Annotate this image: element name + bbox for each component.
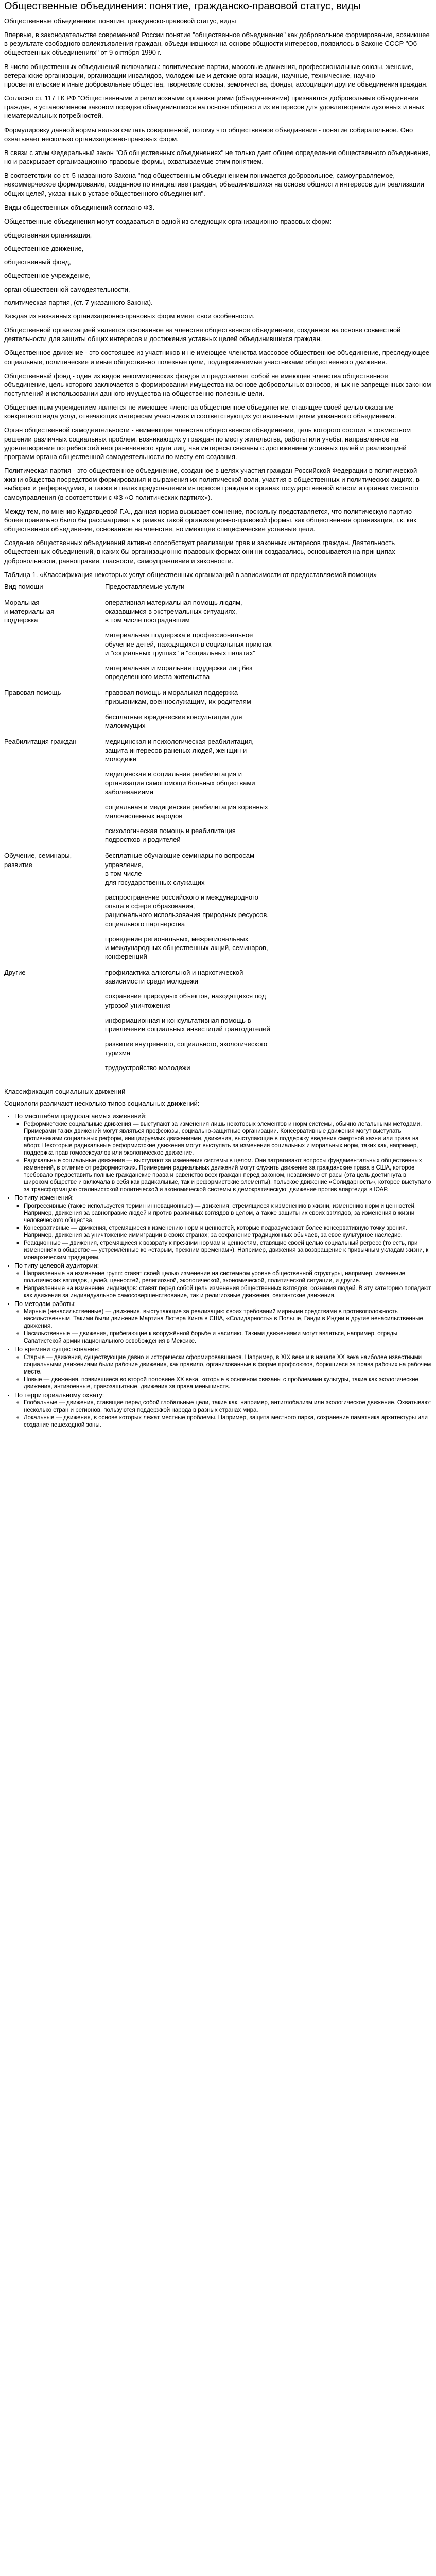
classification-sublist [14,1270,432,1299]
table-cell-services [105,851,272,968]
form-item: общественное учреждение, [4,272,91,280]
table-row [4,851,272,968]
classification-list [4,1113,432,1429]
intro-paragraph: В число общественных объединений включались: политические партии, массовые движения, профессиональные союзы, женские, ветеранские организации, организации инвалидов, молодежные и детские организации, научные, технические, научно-просветительские и иные добровольные общества, творческие союзы, землячества, фонды, ассоциации другие объединения граждан. [4,62,428,88]
classification-sublist [14,1308,432,1345]
service-item: распространение российского и международного опыта в сфере образования, рационального использования природных ресурсов, социального партнерства [105,893,269,928]
form-item: общественное движение, [4,245,84,253]
classification-item: ◦ Старые — движения, существующие давно и исторически сформировавшиеся. Например, в XIX веке и в начале XX века наиболее известными социальными движениями были рабочие движения, как правило, организованные в форме профсоюзов, борющиеся за права рабочих на рабочем месте. [24,1354,432,1376]
table-cell-kind: Моральная и материальная поддержка [4,598,55,624]
classification-item: ◦ Новые — движения, появившиеся во второй половине XX века, которые в основном связаны с проблемами культуры, такие как экологические движения, антивоенные, правозащитные, движения за права меньшинств. [24,1376,432,1391]
body-paragraph: Политическая партия - это общественное объединение, созданное в целях участия граждан Российской Федерации в политической жизни общества посредством формирования и выражения их политической воли, участия в общественных и политических акциях, в выборах и референдумах, а также в целях представления интересов граждан в органах государственной власти и органах местного самоуправления (в соответствии с ФЗ «О политических партиях»). [4,467,420,501]
service-item: материальная поддержка и профессиональное обучение детей, находящихся в социальных приютах и "социальных группах" и "социальных палатах" [105,631,272,657]
service-item: оперативная материальная помощь людям, оказавшимся в экстремальных ситуациях, в том числе пострадавшим [105,598,242,624]
classification-group [14,1113,432,1193]
service-item: социальная и медицинская реабилитация коренных малочисленных народов [105,803,268,820]
service-item: сохранение природных объектов, находящихся под угрозой уничтожения [105,992,266,1009]
table-cell-kind: Обучение, семинары, развитие [4,852,72,869]
classification-group [14,1392,432,1429]
classification-item: ◦ Направленные на изменение индивидов: ставят перед собой цель изменения общественных взглядов, сознания людей. В эту категорию попадают как движения за индивидуальное самосовершенствование, так и религиозные движения, сектантские движения. [24,1285,432,1299]
classification-group-label: По типу изменений: [14,1194,74,1202]
table-header-services [105,582,272,598]
body-paragraph: Общественный фонд - один из видов некоммерческих фондов и представляет собой не имеющее членства общественное объединение, цель которого заключается в формировании имущества на основе добровольных взносов, иных не запрещенных законом поступлений и использовании данного имущества на общественно-полезные цели. [4,371,431,397]
classification-item: ◦ Направленные на изменение групп: ставят своей целью изменение на системном уровне общественной структуры, например, изменение политических взглядов, целей, ценностей, религиозной, экологической, экономической, политической ситуации, и другие. [24,1270,432,1284]
service-item: медицинская и психологическая реабилитация, защита интересов раненых людей, женщин и молодежи [105,737,254,764]
classification-sublist [14,1399,432,1429]
table-cell-services [105,598,272,688]
classification-group [14,1194,432,1261]
table-cell-services [105,737,272,852]
classification-sublist [14,1121,432,1193]
service-item: информационная и консультативная помощь в привлечении социальных инвестиций грантодателей [105,1016,270,1033]
intro-section [4,16,432,226]
table-cell-kind: Реабилитация граждан [4,737,77,745]
classification-item: ◦ Локальные — движения, в основе которых лежат местные проблемы. Например, защита местного парка, сохранение памятника архитектуры или создание пешеходной зоны. [24,1414,432,1429]
classification-group-label: По типу целевой аудитории: [14,1262,99,1269]
classification-item: ◦ Реакционные — движения, стремящиеся к возврату к прежним нормам и ценностям, ставящие своей целью социальный регресс (то есть, при изменениях в обществе — устремлённые ко «старым, прежним временам»). Например, движения за возвращение к привычным укладам жизни, к монархическим традициям. [24,1240,432,1261]
forms-list [4,231,432,307]
body-paragraph: Общественным учреждением является не имеющее членства общественное объединение, ставящее своей целью оказание конкретного вида услуг, отвечающих интересам участников и соответствующих уставленным целям указанного объединения. [4,403,396,420]
service-item: профилактика алкогольной и наркотической зависимости среди молодежи [105,969,243,986]
services-table-body [4,582,272,1080]
classification-group-label: По территориальному охвату: [14,1391,104,1399]
service-item: бесплатные обучающие семинары по вопросам управления, в том числе для государственных служащих [105,852,254,886]
classification-item: ◦ Прогрессивные (также используется термин инновационные) — движения, стремящиеся к изменению в жизни, изменению норм и ценностей. Например, движения за равноправие людей и против различных взглядов в целом, а также защиты их своих взглядов, за изменения в жизни человеческого общества. [24,1202,432,1224]
classification-title: Классификация социальных движений [4,1087,126,1095]
intro-paragraph: Общественные объединения: понятие, гражданско-правовой статус, виды [4,17,236,25]
classification-item: ◦ Мирные (ненасильственные) — движения, выступающие за реализацию своих требований мирными средствами в противоположность насильственным. Такими были движение Мартина Лютера Кинга в США, «Солидарность» в Польше, Ганди в Индии и другие ненасильственные движения. [24,1308,432,1330]
intro-paragraph: Виды общественных объединений согласно ФЗ. [4,203,155,211]
intro-paragraph: Впервые, в законодательстве современной России понятие "общественное объединение" как добровольное формирование, возникшее в результате свободного волеизъявления граждан, объединившихся на основе общности интересов, появилось в Законе СССР "Об общественных объединениях" от 9 октября 1990 г. [4,31,430,57]
table-header-row [4,582,272,598]
service-item: развитие внутреннего, социального, экологического туризма [105,1040,268,1057]
classification-sublist [14,1354,432,1391]
classification-item: ◦ Консервативные — движения, стремящиеся к изменению норм и ценностей, которые подразумевают более консервативную точку зрения. Например, движения за уничтожение иммиграции в своих странах; за сохранение традиционных обычаев, за свое культурное наследие. [24,1225,432,1239]
service-item: проведение региональных, межрегиональных и международных общественных акций, семинаров, конференций [105,935,268,960]
service-item: материальная и моральная поддержка лиц без определенного места жительства [105,664,253,681]
table-row [4,598,272,688]
classification-group-label: По времени существования: [14,1346,100,1353]
table-header-kind: Вид помощи [4,582,43,590]
body-paragraph: Общественное движение - это состоящее из участников и не имеющее членства массовое общественное объединение, преследующее социальные, политические и иные общественно полезные цели, поддерживаемые участниками общественного движения. [4,349,430,366]
form-item: орган общественной самодеятельности, [4,285,130,293]
classification-item: ◦ Реформистские социальные движения — выступают за изменения лишь некоторых элементов и норм системы, обычно легальными методами. Примерами таких движений могут являться профсоюзы, социально-защитные организации. Консервативные движения могут выступать противниками социальных реформ, инициируемых движениями, движения, выступающие в поддержку введения смертной казни или права на аборт. Некоторые радикальные реформистские движения могут выступать за изменения социальных и моральных норм, таких как, например, поддержка прав гомосексуалов или экологическое движение. [24,1121,432,1157]
body-paragraph: Создание общественных объединений активно способствует реализации прав и законных интересов граждан. Деятельность общественных объединений, в каких бы организационно-правовых формах они ни создавались, основывается на принципах добровольности, равноправия, гласности, самоуправления и законности. [4,539,395,565]
service-item: правовая помощь и моральная поддержка призывникам, военнослужащим, их родителям [105,689,251,706]
classification-group [14,1300,432,1345]
classification-group [14,1346,432,1390]
body-paragraph: Общественной организацией является основанное на членстве общественное объединение, созданное на основе совместной деятельности для защиты общих интересов и достижения уставных целей объединившихся граждан. [4,326,401,343]
sociologists-line: Социологи различают несколько типов социальных движений: [4,1099,200,1107]
intro-paragraph: В соответствии со ст. 5 названного Закона "под общественным объединением понимается добровольное, самоуправляемое, некоммерческое формирование, созданное по инициативе граждан, объединившихся на основе общности интересов для реализации общих целей, указанных в уставе общественного объединения". [4,172,424,197]
classification-group-label: По масштабам предполагаемых изменений: [14,1112,147,1120]
table-row [4,688,272,737]
classification-item: ◦ Насильственные — движения, прибегающие к вооружённой борьбе и насилию. Такими движениями могут являться, например, отряды Сапатистской армии национального освобождения в Мексике. [24,1330,432,1345]
form-item: общественная организация, [4,231,92,239]
classification-group [14,1262,432,1299]
intro-paragraph: Формулировку данной нормы нельзя считать совершенной, потому что общественное объединение - понятие собирательное. Оно охватывает несколько организационно-правовых форм. [4,126,413,143]
services-table [4,582,272,1080]
service-item: психологическая помощь и реабилитация подростков и родителей [105,827,236,844]
classification-item: ◦ Радикальные социальные движения — выступают за изменения системы в целом. Они затрагивают вопросы фундаментальных общественных изменений, в отличие от реформистских. Примерами радикальных движений могут служить движение за гражданские права в США, которое требовало предоставить полные гражданские права и равенство всех граждан перед законом, независимо от расы (эта цель достигнута в широком обществе и включала в себя как радикальные, так и реформистские элементы), польское движение «Солидарность», которое выступало за трансформацию сталинистской политической и экономической системы в демократическую; движение против апартеида в ЮАР. [24,1157,432,1193]
intro-paragraph: Согласно ст. 117 ГК РФ "Общественными и религиозными организациями (объединениями) признаются добровольные объединения граждан, в установленном законом порядке объединившихся на основе общности их интересов для удовлетворения духовных и иных нематериальных потребностей. [4,94,425,120]
service-item: медицинская и социальная реабилитация и организация самопомощи больных обществами заболеваниями [105,770,255,796]
table-caption: Таблица 1. «Классификация некоторых услуг общественных организаций в зависимости от предоставляемой помощи» [4,570,377,579]
service-item: бесплатные юридические консультации для малоимущих [105,713,242,730]
body-paragraph: Орган общественной самодеятельности - неимеющее членства общественное объединение, цель которого состоит в совместном решении различных социальных проблем, возникающих у граждан по месту жительства, работы или учебы, направленное на удовлетворение потребностей неограниченного круга лиц, чьи интересы связаны с достижением уставных целей и реализацией программ органа общественной самодеятельности по месту его создания. [4,426,411,461]
classification-group-label: По методам работы: [14,1300,76,1308]
body-paragraph: Каждая из названных организационно-правовых форм имеет свои особенности. [4,312,255,320]
body-paragraph: Между тем, по мнению Кудрявцевой Г.А., данная норма вызывает сомнение, поскольку представляется, что политическую партию более правильно было бы рассматривать в рамках такой организационно-правовой формы, как общественная организация, т.к. как общественное объединение, основанное на членстве, но имеющее специфические уставные цели. [4,507,416,533]
table-cell-services [105,688,272,737]
table-header-services-label: Предоставляемые услуги [105,582,185,590]
table-cell-kind: Правовая помощь [4,689,61,697]
classification-item: ◦ Глобальные — движения, ставящие перед собой глобальные цели, такие как, например, антиглобализм или экологическое движение. Охватывают несколько стран и регионов, пользуются поддержкой народа в разных странах мира. [24,1399,432,1414]
form-item: политическая партия, (ст. 7 указанного Закона). [4,298,153,307]
table-cell-kind: Другие [4,969,26,977]
classification-tree [4,1113,432,1429]
form-item: общественный фонд, [4,258,71,266]
page-title: Общественные объединения: понятие, гражданско-правовой статус, виды [4,1,361,12]
body-section [4,312,432,565]
intro-paragraph: Общественные объединения могут создаваться в одной из следующих организационно-правовых форм: [4,217,332,225]
table-cell-services [105,968,272,1079]
classification-sublist [14,1202,432,1261]
service-item: трудоустройство молодежи [105,1064,190,1072]
intro-paragraph: В связи с этим Федеральный закон "Об общественных объединениях" не только дает общее определение общественного объединения, но и раскрывает организационно-правовые формы, охватываемые этим понятием. [4,148,431,166]
table-row [4,737,272,852]
table-row [4,968,272,1079]
